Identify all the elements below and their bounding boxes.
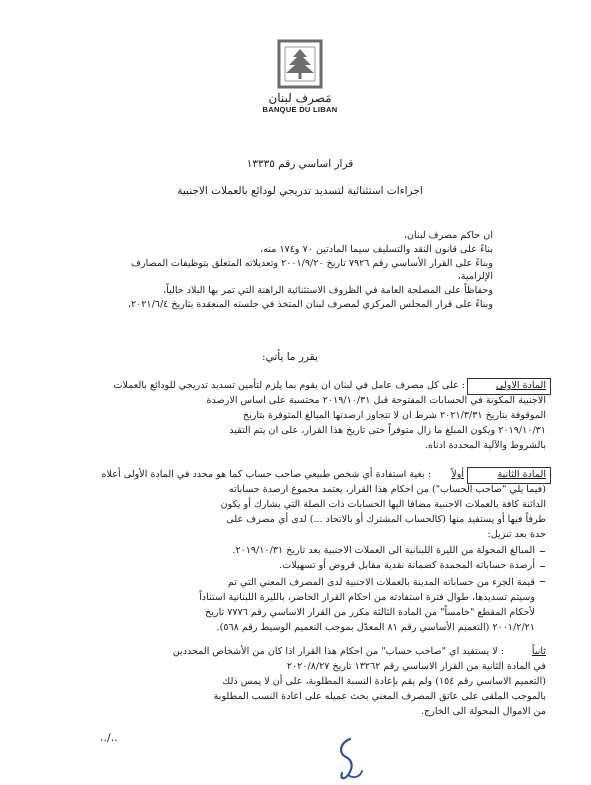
preamble-line: الإلزامية، bbox=[457, 271, 493, 282]
bank-logo bbox=[260, 38, 340, 138]
list-bullet bbox=[540, 581, 545, 582]
article-2-second-line: بالموجب الملقى على عاتق المصرف المعني بحث عميله على اعادة النسب المطلوبة bbox=[213, 691, 546, 702]
article-1-line: الاجنبية المكونة في الحسابات المفتوحة قبل ٢٠١٩/١٠/٣١ محتسبة على اساس الارصدة bbox=[206, 395, 546, 406]
list-bullet bbox=[540, 551, 545, 552]
preamble-line: وحفاظاً على المصلحة العامة في الظروف الاستثنائية الراهنة التي تمر بها البلاد حالياً، bbox=[162, 285, 493, 296]
cedar-emblem-icon bbox=[276, 38, 324, 90]
article-1-line: بالشروط والآلية المحددة ادناه. bbox=[424, 440, 546, 451]
article-2-line: : بغية استفادة أي شخص طبيعي صاحب حساب كما هو محدد في المادة الأولى أعلاه bbox=[101, 469, 431, 480]
article-2-line: طرفاً فيها أو يستفيد منها (كالحساب المشترك أو بالاتحاد ...) لدى أي مصرف على bbox=[226, 514, 546, 525]
article-2-second-line: (التعميم الاساسي رقم ١٥٤) ولم يقم بإعادة النسبة المطلوبة، على أن لا يمس ذلك bbox=[222, 676, 546, 687]
preamble-line: وبناءً على قرار المجلس المركزي لمصرف لبنان المتخذ في جلسته المنعقدة بتاريخ ٢٠٢١/٦/٤، bbox=[127, 299, 493, 310]
list-bullet bbox=[540, 566, 545, 567]
article-2-line: الدائنة كافة بالعملات الاجنبية مضافا اليها الحسابات ذات الصلة التي يشارك أو يكون bbox=[220, 499, 546, 510]
decision-number: قرار اساسي رقم ١٣٣٣٥ bbox=[246, 158, 354, 170]
article-2-second-line: من الاموال المحولة الى الخارج. bbox=[420, 706, 546, 717]
preamble-line: وبناءً على القرار الأساسي رقم ٧٩٢٦ تاريخ ٢٠٠١/٩/٢٠ وتعديلاته المتعلق بتوظيفات المصارف bbox=[131, 258, 493, 269]
deduction-item: المبالغ المحولة من الليرة اللبنانية الى العملات الاجنبية بعد تاريخ ٢٠١٩/١٠/٣١. bbox=[232, 545, 535, 556]
deduction-item: قيمة الجزء من حساباته المدينة بالعملات الاجنبية لدى المصرف المعني التي تم وسيتم تسديدها، طوال فترة استفادته من احكام القرار الحاضر، بالليرة اللبنانية استناداً لأحكام المقطع "خامساً" من المادة الثالثة مكرر من القرار الاساسي رقم ٧٧٧٦ تاريخ ٢٠٠١/٢/٢١ (التعميم الأساسي رقم ٨١ المعدّل بموجب التعميم الوسيط رقم ٥٦٨). bbox=[199, 577, 535, 633]
page-continuation: ../.. bbox=[100, 731, 118, 744]
deduction-item: أرصدة حساباته المجمدة كضمانة نقدية مقابل قروض أو تسهيلات. bbox=[279, 560, 535, 571]
preamble-line: بناءً على قانون النقد والتسليف سيما المادتين ٧٠ و١٧٤ منه، bbox=[260, 244, 493, 255]
handwritten-initial-signature bbox=[330, 735, 370, 783]
article-2-line: (فيما يلي "صاحب الحساب") من احكام هذا القرار، يعتمد مجموع ارصدة حساباته bbox=[228, 484, 546, 495]
article-2-second-line: : لا يستفيد اي "صاحب حساب" من احكام هذا القرار اذا كان من الأشخاص المحددين bbox=[172, 646, 504, 657]
decision-title: اجراءات استثنائية لتسديد تدريجي لودائع بالعملات الاجنبية bbox=[177, 185, 423, 197]
article-2-heading: المادة الثانية bbox=[497, 469, 546, 480]
preamble-line: ان حاكم مصرف لبنان، bbox=[403, 230, 493, 241]
bank-name-french: BANQUE DU LIBAN bbox=[262, 105, 338, 114]
article-1-line: : على كل مصرف عامل في لبنان ان يقوم بما يلزم لتأمين تسديد تدريجي للودائع بالعملات bbox=[113, 380, 465, 391]
article-2-second-line: في المادة الثانية من القرار الاساسي رقم ١٣٢٦٢ تاريخ ٢٠٢٠/٨/٢٧ bbox=[286, 661, 546, 672]
article-2-line: حدة بعد تنزيل: bbox=[487, 529, 546, 540]
article-1-line: ٢٠١٩/١٠/٣١ ويكون المبلغ ما زال متوفراً حتى تاريخ هذا القرار، على ان يتم التقيد bbox=[229, 425, 546, 436]
article-2-first-label: أولاً bbox=[451, 469, 464, 480]
article-1-heading: المادة الاولى bbox=[495, 380, 546, 391]
article-2-second-label: ثانياً bbox=[531, 646, 546, 657]
bank-name-arabic: مَصرف لبنان bbox=[268, 91, 332, 105]
article-1-line: الموقوفة بتاريخ ٢٠٢١/٣/٣١ شرط ان لا تتجاوز ارصدتها المبالغ المتوفرة بتاريخ bbox=[242, 410, 546, 421]
decides-heading: يقرر ما يأتي: bbox=[262, 351, 318, 363]
